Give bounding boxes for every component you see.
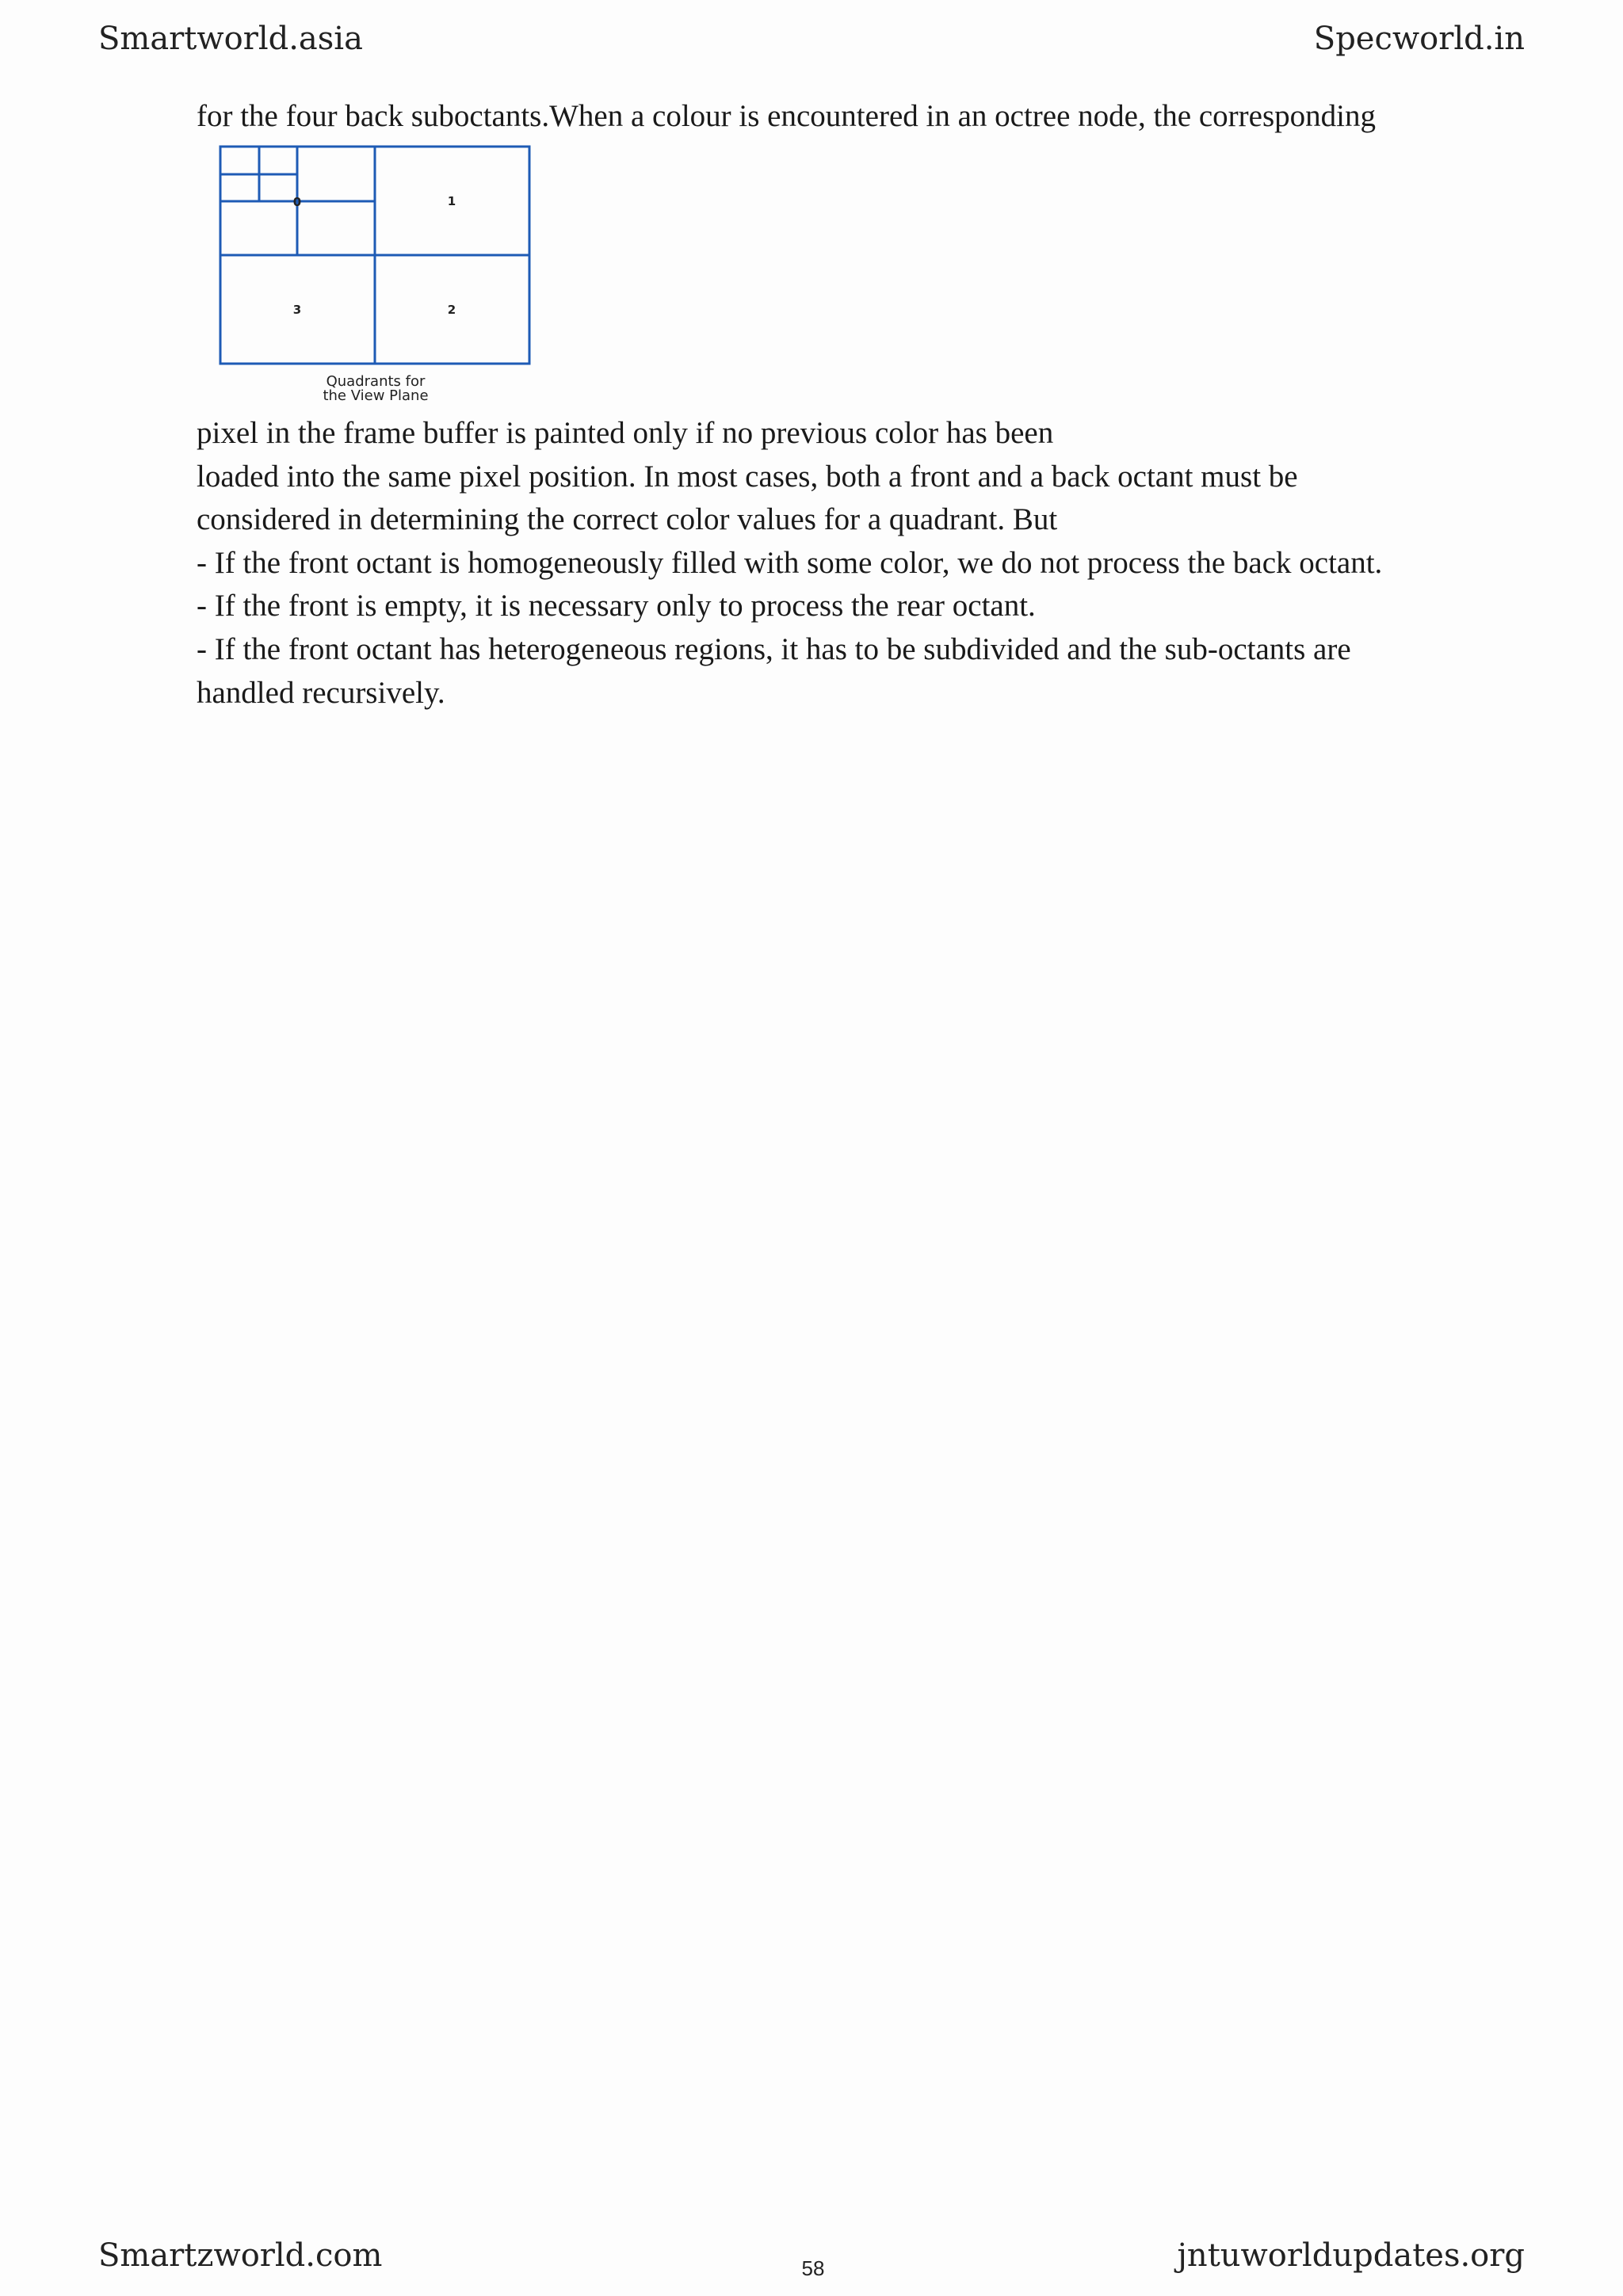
quadrants-figure [208,139,540,409]
header-left-site: Smartworld.asia [98,21,363,57]
bullet-line: - If the front octant has heterogeneous regions, it has to be subdivided and the sub-octants are [197,631,1351,666]
figure-caption-line1: Quadrants for [326,373,426,390]
paragraph-line-intro: for the four back suboctants.When a colour is encountered in an octree node, the corresponding [197,99,1376,133]
bullet-line: - If the front is empty, it is necessary only to process the rear octant. [197,589,1036,624]
quadrant-label-1: 1 [447,194,456,208]
paragraph-line: handled recursively. [197,675,445,710]
header-right-site: Specworld.in [1313,21,1525,57]
paragraph-line: pixel in the frame buffer is painted only if no previous color has been [197,416,1054,450]
quadrants-diagram [208,139,540,409]
footer-left-site: Smartzworld.com [98,2237,383,2274]
paragraph-line: considered in determining the correct color values for a quadrant. But [197,502,1058,537]
page-number: 58 [801,2256,825,2280]
quadrant-label-2: 2 [447,303,456,317]
paragraph-line: loaded into the same pixel position. In most cases, both a front and a back octant must be [197,459,1298,494]
quadrant-label-0: 0 [292,195,302,209]
paragraph-body [197,412,1382,715]
bullet-line: - If the front octant is homogeneously filled with some color, we do not process the back octant. [197,545,1383,580]
footer-right-site: jntuworldupdates.org [1177,2237,1525,2274]
figure-caption-line2: the View Plane [323,387,429,404]
quadrant-label-3: 3 [292,303,302,317]
